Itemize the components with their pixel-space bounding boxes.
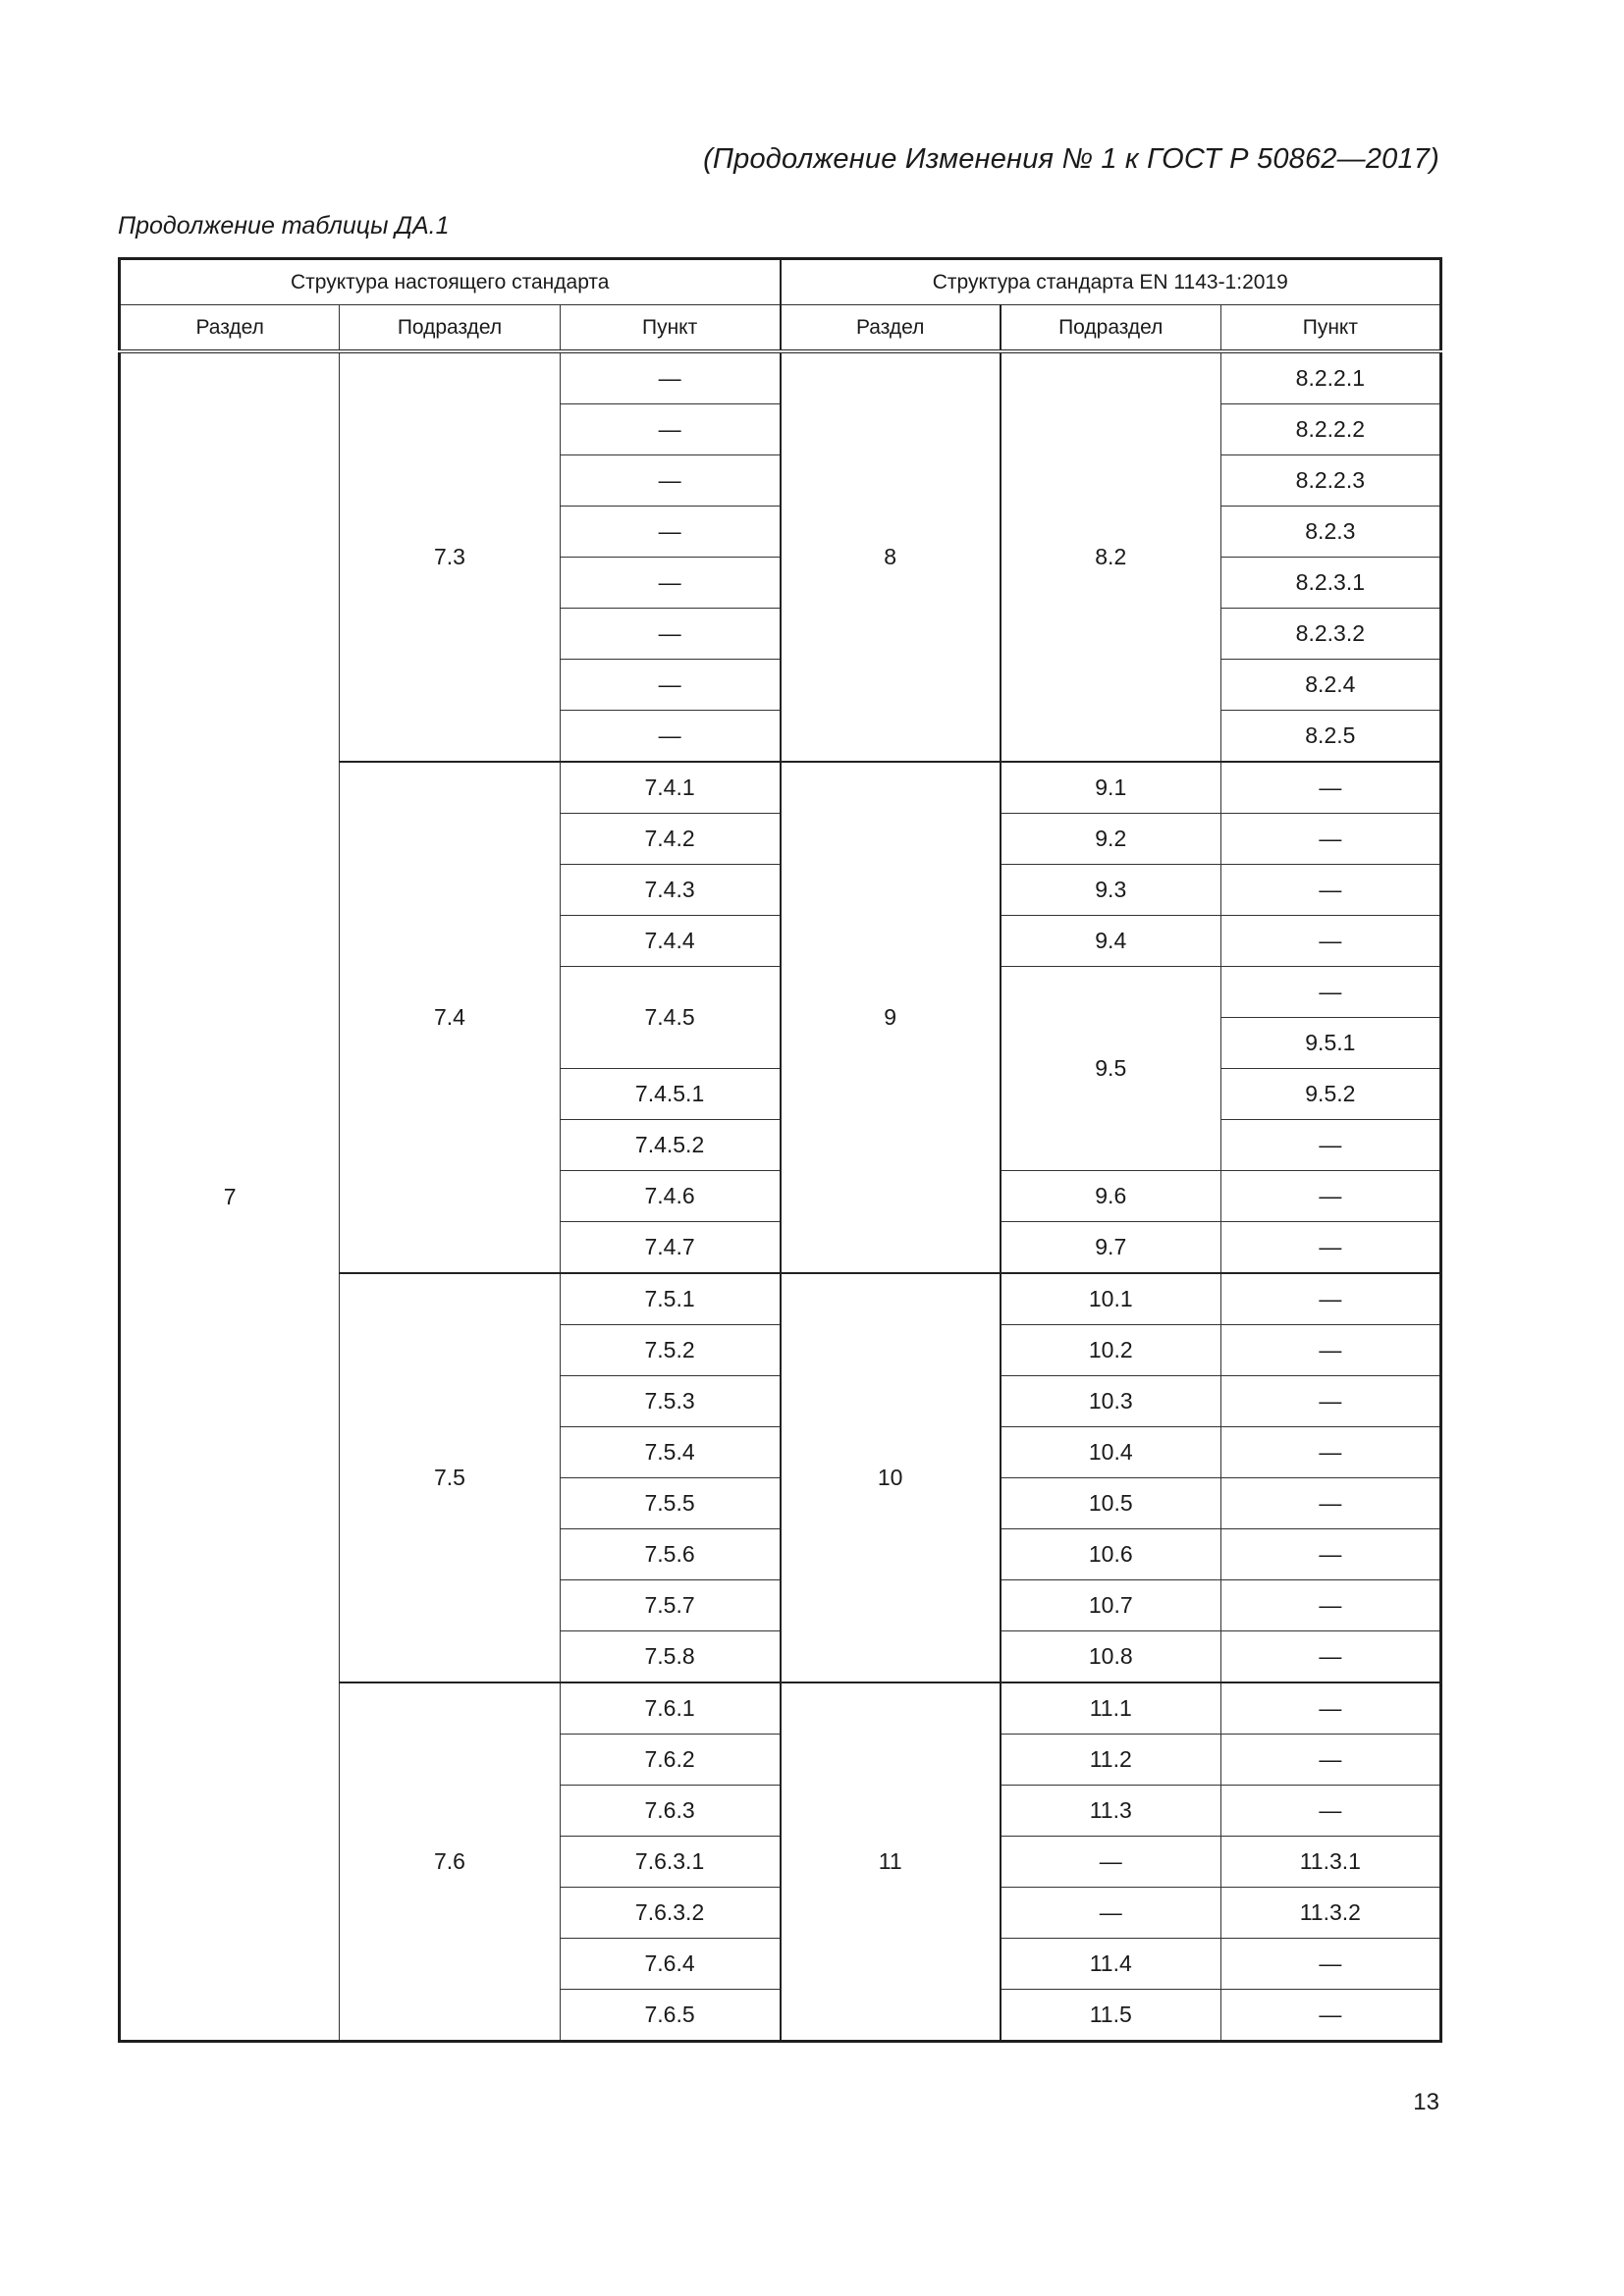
- en-clause-cell: 11.3.2: [1220, 1888, 1440, 1939]
- clause-cell: 7.4.1: [560, 762, 780, 814]
- column-header-section: Раздел: [120, 305, 340, 352]
- en-subsection-cell: 9.3: [1001, 865, 1220, 916]
- clause-cell: 7.6.3: [560, 1786, 780, 1837]
- en-subsection-cell: 9.2: [1001, 814, 1220, 865]
- en-clause-cell: —: [1220, 1325, 1440, 1376]
- en-clause-cell: 8.2.2.1: [1220, 351, 1440, 404]
- clause-cell: —: [560, 455, 780, 507]
- en-subsection-cell: 10.7: [1001, 1580, 1220, 1631]
- en-clause-cell: 8.2.5: [1220, 711, 1440, 763]
- en-subsection-cell: 10.4: [1001, 1427, 1220, 1478]
- clause-cell: 7.6.5: [560, 1990, 780, 2042]
- en-subsection-cell: 9.4: [1001, 916, 1220, 967]
- en-clause-cell: —: [1220, 1529, 1440, 1580]
- en-clause-cell: —: [1220, 967, 1440, 1018]
- en-clause-cell: —: [1220, 1786, 1440, 1837]
- header-en-standard: Структура стандарта EN 1143-1:2019: [781, 259, 1441, 305]
- correspondence-table: [118, 257, 1442, 2043]
- en-clause-cell: —: [1220, 1735, 1440, 1786]
- clause-cell: 7.4.5: [560, 967, 780, 1069]
- en-clause-cell: 8.2.4: [1220, 660, 1440, 711]
- en-subsection-cell: 9.5: [1001, 967, 1220, 1171]
- en-section-cell: 10: [781, 1273, 1001, 1682]
- en-clause-cell: —: [1220, 814, 1440, 865]
- en-subsection-cell: —: [1001, 1888, 1220, 1939]
- clause-cell: 7.5.7: [560, 1580, 780, 1631]
- table-row: [120, 351, 1441, 404]
- clause-cell: 7.6.3.2: [560, 1888, 780, 1939]
- en-subsection-cell: 8.2: [1001, 351, 1220, 762]
- clause-cell: 7.5.3: [560, 1376, 780, 1427]
- subsection-cell: 7.6: [340, 1682, 560, 2042]
- en-clause-cell: 8.2.2.3: [1220, 455, 1440, 507]
- table-caption: Продолжение таблицы ДА.1: [118, 212, 450, 240]
- en-clause-cell: —: [1220, 1427, 1440, 1478]
- column-header-en-clause: Пункт: [1220, 305, 1440, 352]
- en-clause-cell: —: [1220, 1376, 1440, 1427]
- clause-cell: 7.5.8: [560, 1631, 780, 1683]
- en-subsection-cell: 11.1: [1001, 1682, 1220, 1735]
- en-clause-cell: —: [1220, 865, 1440, 916]
- clause-cell: 7.6.4: [560, 1939, 780, 1990]
- en-section-cell: 8: [781, 351, 1001, 762]
- en-section-cell: 11: [781, 1682, 1001, 2042]
- en-clause-cell: 9.5.1: [1220, 1018, 1440, 1069]
- clause-cell: 7.5.4: [560, 1427, 780, 1478]
- clause-cell: 7.4.6: [560, 1171, 780, 1222]
- en-subsection-cell: 11.3: [1001, 1786, 1220, 1837]
- page-number: 13: [1413, 2089, 1439, 2115]
- clause-cell: 7.6.3.1: [560, 1837, 780, 1888]
- en-subsection-cell: 10.2: [1001, 1325, 1220, 1376]
- en-clause-cell: 8.2.3: [1220, 507, 1440, 558]
- clause-cell: 7.5.1: [560, 1273, 780, 1325]
- column-header-clause: Пункт: [560, 305, 780, 352]
- clause-cell: 7.5.6: [560, 1529, 780, 1580]
- clause-cell: —: [560, 609, 780, 660]
- clause-cell: 7.4.2: [560, 814, 780, 865]
- en-subsection-cell: 10.1: [1001, 1273, 1220, 1325]
- clause-cell: 7.6.1: [560, 1682, 780, 1735]
- clause-cell: 7.4.4: [560, 916, 780, 967]
- column-header-en-subsection: Подраздел: [1001, 305, 1220, 352]
- en-section-cell: 9: [781, 762, 1001, 1273]
- en-clause-cell: —: [1220, 1120, 1440, 1171]
- clause-cell: 7.5.5: [560, 1478, 780, 1529]
- en-subsection-cell: 10.8: [1001, 1631, 1220, 1683]
- en-clause-cell: 8.2.3.1: [1220, 558, 1440, 609]
- clause-cell: 7.4.3: [560, 865, 780, 916]
- clause-cell: —: [560, 660, 780, 711]
- en-clause-cell: —: [1220, 916, 1440, 967]
- table-group-header-row: [120, 259, 1441, 305]
- clause-cell: —: [560, 558, 780, 609]
- clause-cell: 7.4.5.2: [560, 1120, 780, 1171]
- en-clause-cell: 8.2.2.2: [1220, 404, 1440, 455]
- column-header-subsection: Подраздел: [340, 305, 560, 352]
- clause-cell: —: [560, 404, 780, 455]
- en-clause-cell: —: [1220, 762, 1440, 814]
- running-header: (Продолжение Изменения № 1 к ГОСТ Р 50862—2017): [703, 143, 1439, 175]
- en-clause-cell: —: [1220, 1631, 1440, 1683]
- en-subsection-cell: 10.3: [1001, 1376, 1220, 1427]
- clause-cell: —: [560, 711, 780, 763]
- en-clause-cell: —: [1220, 1580, 1440, 1631]
- subsection-cell: 7.4: [340, 762, 560, 1273]
- section-cell: 7: [120, 351, 340, 2042]
- clause-cell: —: [560, 351, 780, 404]
- header-current-standard: Структура настоящего стандарта: [120, 259, 781, 305]
- en-subsection-cell: 9.6: [1001, 1171, 1220, 1222]
- en-clause-cell: —: [1220, 1939, 1440, 1990]
- en-clause-cell: 8.2.3.2: [1220, 609, 1440, 660]
- en-subsection-cell: 9.7: [1001, 1222, 1220, 1274]
- en-clause-cell: —: [1220, 1273, 1440, 1325]
- en-subsection-cell: 10.6: [1001, 1529, 1220, 1580]
- en-clause-cell: 9.5.2: [1220, 1069, 1440, 1120]
- en-clause-cell: —: [1220, 1682, 1440, 1735]
- table-column-header-row: [120, 305, 1441, 352]
- subsection-cell: 7.3: [340, 351, 560, 762]
- subsection-cell: 7.5: [340, 1273, 560, 1682]
- en-clause-cell: —: [1220, 1478, 1440, 1529]
- clause-cell: 7.5.2: [560, 1325, 780, 1376]
- en-subsection-cell: 11.4: [1001, 1939, 1220, 1990]
- clause-cell: —: [560, 507, 780, 558]
- en-clause-cell: —: [1220, 1171, 1440, 1222]
- en-subsection-cell: 10.5: [1001, 1478, 1220, 1529]
- en-subsection-cell: 11.5: [1001, 1990, 1220, 2042]
- en-subsection-cell: —: [1001, 1837, 1220, 1888]
- clause-cell: 7.4.7: [560, 1222, 780, 1274]
- en-subsection-cell: 11.2: [1001, 1735, 1220, 1786]
- en-subsection-cell: 9.1: [1001, 762, 1220, 814]
- en-clause-cell: —: [1220, 1222, 1440, 1274]
- column-header-en-section: Раздел: [781, 305, 1001, 352]
- en-clause-cell: —: [1220, 1990, 1440, 2042]
- clause-cell: 7.6.2: [560, 1735, 780, 1786]
- clause-cell: 7.4.5.1: [560, 1069, 780, 1120]
- en-clause-cell: 11.3.1: [1220, 1837, 1440, 1888]
